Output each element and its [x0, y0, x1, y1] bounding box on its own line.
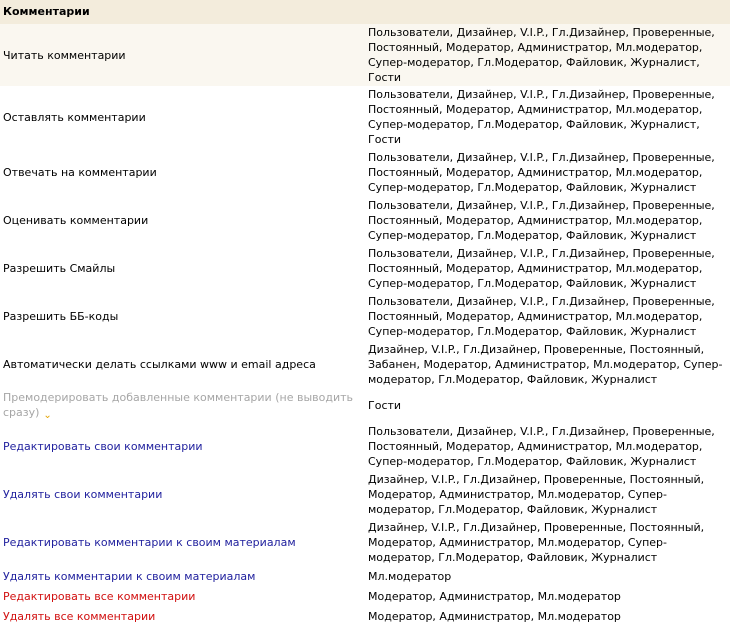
permission-row-edit-on-own-materials — [0, 518, 730, 566]
permission-label: Редактировать комментарии к своим материалам — [3, 535, 296, 549]
permission-label: Редактировать свои комментарии — [3, 439, 203, 453]
permission-label: Читать комментарии — [3, 48, 126, 62]
permission-label: Оставлять комментарии — [3, 110, 146, 124]
permission-groups: Пользователи, Дизайнер, V.I.P., Гл.Дизайнер, Проверенные, Постоянный, Модератор, Администратор, Мл.модератор, Супер-модератор, Гл.Модератор, Файловик, Журналист — [368, 246, 715, 290]
permission-groups: Пользователи, Дизайнер, V.I.P., Гл.Дизайнер, Проверенные, Постоянный, Модератор, Администратор, Мл.модератор, Супер-модератор, Гл.Модератор, Файловик, Журналист — [368, 424, 715, 468]
permission-label: Разрешить ББ-коды — [3, 309, 119, 323]
permission-groups: Дизайнер, V.I.P., Гл.Дизайнер, Проверенные, Постоянный, Модератор, Администратор, Мл.модератор, Супер-модератор, Гл.Модератор, Файловик, Журналист — [368, 472, 705, 516]
permission-row-edit-all — [0, 586, 730, 606]
permission-groups: Пользователи, Дизайнер, V.I.P., Гл.Дизайнер, Проверенные, Постоянный, Модератор, Администратор, Мл.модератор, Супер-модератор, Гл.Модератор, Файловик, Журналист — [368, 294, 715, 338]
permission-label: Удалять все комментарии — [3, 609, 156, 623]
permission-label: Автоматически делать ссылками www и email адреса — [3, 357, 316, 371]
permission-row-edit-own — [0, 422, 730, 470]
hint-chevron-icon[interactable]: ⌄ — [43, 409, 52, 421]
permission-groups: Дизайнер, V.I.P., Гл.Дизайнер, Проверенные, Постоянный, Модератор, Администратор, Мл.модератор, Супер-модератор, Гл.Модератор, Файловик, Журналист — [368, 520, 705, 564]
permission-row-delete-all — [0, 606, 730, 626]
permission-groups: Дизайнер, V.I.P., Гл.Дизайнер, Проверенные, Постоянный, Забанен, Модератор, Администратор, Мл.модератор, Супер-модератор, Гл.Модератор, Файловик, Журналист — [368, 342, 723, 386]
permission-row-reply — [0, 148, 730, 196]
permission-groups: Пользователи, Дизайнер, V.I.P., Гл.Дизайнер, Проверенные, Постоянный, Модератор, Администратор, Мл.модератор, Супер-модератор, Гл.Модератор, Файловик, Журналист — [368, 198, 715, 242]
permission-row-autolinks — [0, 340, 730, 388]
section-header — [0, 0, 730, 24]
permission-groups: Пользователи, Дизайнер, V.I.P., Гл.Дизайнер, Проверенные, Постоянный, Модератор, Администратор, Мл.модератор, Супер-модератор, Гл.Модератор, Файловик, Журналист — [368, 150, 715, 194]
permission-label-disabled — [0, 390, 362, 421]
permission-label: Отвечать на комментарии — [3, 165, 157, 179]
permission-label: Разрешить Смайлы — [3, 261, 116, 275]
permission-row-smileys — [0, 244, 730, 292]
permission-label: Редактировать все комментарии — [3, 589, 196, 603]
permission-groups: Гости — [368, 398, 402, 412]
section-title: Комментарии — [3, 5, 90, 18]
permission-row-delete-own — [0, 470, 730, 518]
permission-groups: Пользователи, Дизайнер, V.I.P., Гл.Дизайнер, Проверенные, Постоянный, Модератор, Администратор, Мл.модератор, Супер-модератор, Гл.Модератор, Файловик, Журналист, Гости — [368, 88, 715, 146]
permission-label: Оценивать комментарии — [3, 213, 149, 227]
permission-row-post — [0, 86, 730, 148]
permission-row-premoderate — [0, 388, 730, 422]
permission-row-read — [0, 24, 730, 86]
permission-row-rate — [0, 196, 730, 244]
permission-groups: Пользователи, Дизайнер, V.I.P., Гл.Дизайнер, Проверенные, Постоянный, Модератор, Администратор, Мл.модератор, Супер-модератор, Гл.Модератор, Файловик, Журналист, Гости — [368, 26, 715, 84]
permission-row-delete-on-own-materials — [0, 566, 730, 586]
permission-label-text: Премодерировать добавленные комментарии (не выводить сразу) — [3, 390, 353, 419]
permission-label: Удалять свои комментарии — [3, 487, 163, 501]
permission-groups: Модератор, Администратор, Мл.модератор — [368, 609, 621, 623]
permission-row-bbcodes — [0, 292, 730, 340]
permission-groups: Модератор, Администратор, Мл.модератор — [368, 589, 621, 603]
permission-groups: Мл.модератор — [368, 569, 452, 583]
permission-label: Удалять комментарии к своим материалам — [3, 569, 256, 583]
